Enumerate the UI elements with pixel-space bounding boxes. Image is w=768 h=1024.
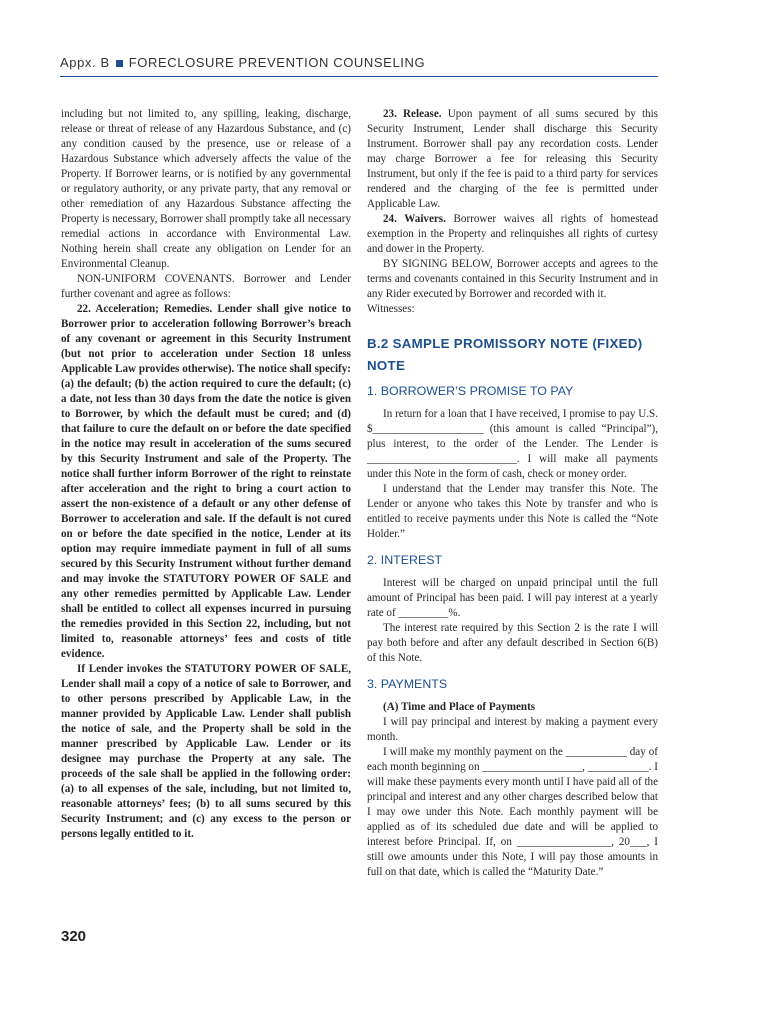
heading-payments: 3. PAYMENTS bbox=[367, 677, 448, 691]
running-header bbox=[60, 55, 658, 77]
payments-paragraph-2: I will make my monthly payment on the ___________ day of each month beginning on __________________, ___________. I will make these payments every month until I have paid all of the principal and interest and any other charges described below that I may owe under this Note. Each monthly payment will be applied as of its scheduled due date and will be applied to interest before Principal. If, on _________________, 20___, I still owe amounts under this Note, I will pay those amounts in full on that date, which is called the “Maturity Date.” bbox=[367, 746, 658, 878]
interest-paragraph-1: Interest will be charged on unpaid principal until the full amount of Principal has been paid. I will pay interest at a yearly rate of _________%. bbox=[367, 577, 658, 619]
payments-paragraph-1: I will pay principal and interest by making a payment every month. bbox=[367, 716, 658, 743]
heading-interest: 2. INTEREST bbox=[367, 553, 443, 567]
witnesses-label: Witnesses: bbox=[367, 303, 415, 315]
non-uniform-covenants-paragraph: NON-UNIFORM COVENANTS. Borrower and Lender further covenant and agree as follows: bbox=[61, 273, 351, 300]
promise-paragraph-1: In return for a loan that I have received, I promise to pay U.S. $____________________ (this amount is called “Principal”), plus interest, to the order of the Lender. The Lender is ___________________________. I will make all payments under this Note in the form of cash, check or money order. bbox=[367, 408, 658, 480]
right-column bbox=[367, 107, 658, 880]
release-paragraph bbox=[367, 107, 658, 212]
acceleration-remedies-paragraph: 22. Acceleration; Remedies. Lender shall give notice to Borrower prior to acceleration following Borrower’s breach of any covenant or agreement in this Security Instrument (but not prior to acceleration under Section 18 unless Applicable Law provides otherwise). The notice shall specify: (a) the default; (b) the action required to cure the default; (c) a date, not less than 30 days from the date the notice is given to Borrower, by which the default must be cured; and (d) that failure to cure the default on or before the date specified in the notice may result in acceleration of the sums secured by this Security Instrument and sale of the Property. The notice shall further inform Borrower of the right to reinstate after acceleration and the right to bring a court action to assert the non-existence of a default or any other defense of Borrower to acceleration and sale. If the default is not cured on or before the date specified in the notice, Lender at its option may require immediate payment in full of all sums secured by this Security Instrument without further demand and may invoke the STATUTORY POWER OF SALE and any other remedies permitted by Applicable Law. Lender shall be entitled to collect all expenses incurred in pursuing the remedies provided in this Section 22, including, but not limited to, reasonable attorneys’ fees and costs of title evidence. bbox=[61, 303, 351, 660]
hazardous-substance-paragraph: including but not limited to, any spilling, leaking, discharge, release or threat of release of any Hazardous Substance, and (c) any condition caused by the presence, use or release of a Hazardous Substance which adversely affects the value of the Property. If Borrower learns, or is notified by any governmental or regulatory authority, or any private party, that any removal or other remediation of any Hazardous Substance affecting the Property is necessary, Borrower shall promptly take all necessary remedial actions in accordance with Environmental Law. Nothing herein shall create any obligation on Lender for an Environmental Cleanup. bbox=[61, 108, 351, 270]
release-label: 23. Release. bbox=[383, 108, 442, 120]
section-title: B.2 SAMPLE PROMISSORY NOTE (FIXED) NOTE bbox=[367, 336, 643, 373]
interest-paragraph-2: The interest rate required by this Section 2 is the rate I will pay both before and after any default described in Section 6(B) of this Note. bbox=[367, 622, 658, 664]
header-title: FORECLOSURE PREVENTION COUNSELING bbox=[128, 55, 426, 70]
waivers-label: 24. Waivers. bbox=[383, 213, 446, 225]
waivers-paragraph bbox=[367, 212, 658, 257]
heading-promise-to-pay: 1. BORROWER’S PROMISE TO PAY bbox=[367, 384, 574, 398]
power-of-sale-paragraph: If Lender invokes the STATUTORY POWER OF SALE, Lender shall mail a copy of a notice of sale to Borrower, and to other persons prescribed by Applicable Law, in the manner provided by Applicable Law. Lender shall publish the notice of sale, and the Property shall be sold in the manner prescribed by Applicable Law. Lender or its designee may purchase the Property at any sale. The proceeds of the sale shall be applied in the following order: (a) to all expenses of the sale, including, but not limited to, reasonable attorneys’ fees; (b) to all sums secured by this Security Instrument; and (c) any excess to the person or persons legally entitled to it. bbox=[61, 663, 351, 840]
square-bullet-icon bbox=[116, 60, 123, 67]
release-text: Upon payment of all sums secured by this Security Instrument, Lender shall discharge this Security Instrument. Borrower shall pay any recordation costs. Lender may charge Borrower a fee for releasing this Security Instrument, but only if the fee is paid to a third party for services rendered and the charging of the fee is permitted under Applicable Law. bbox=[367, 108, 658, 210]
page-number: 320 bbox=[61, 928, 87, 945]
appendix-label: Appx. B bbox=[60, 55, 110, 70]
promise-paragraph-2: I understand that the Lender may transfer this Note. The Lender or anyone who takes this Note by transfer and who is entitled to receive payments under this Note is called the “Note Holder.” bbox=[367, 483, 658, 540]
signing-paragraph: BY SIGNING BELOW, Borrower accepts and agrees to the terms and covenants contained in this Security Instrument and in any Rider executed by Borrower and recorded with it. bbox=[367, 258, 658, 300]
left-column bbox=[61, 107, 351, 842]
waivers-text: Borrower waives all rights of homestead exemption in the Property and relinquishes all rights of curtesy and dower in the Property. bbox=[367, 213, 658, 255]
heading-time-and-place: (A) Time and Place of Payments bbox=[383, 701, 536, 713]
